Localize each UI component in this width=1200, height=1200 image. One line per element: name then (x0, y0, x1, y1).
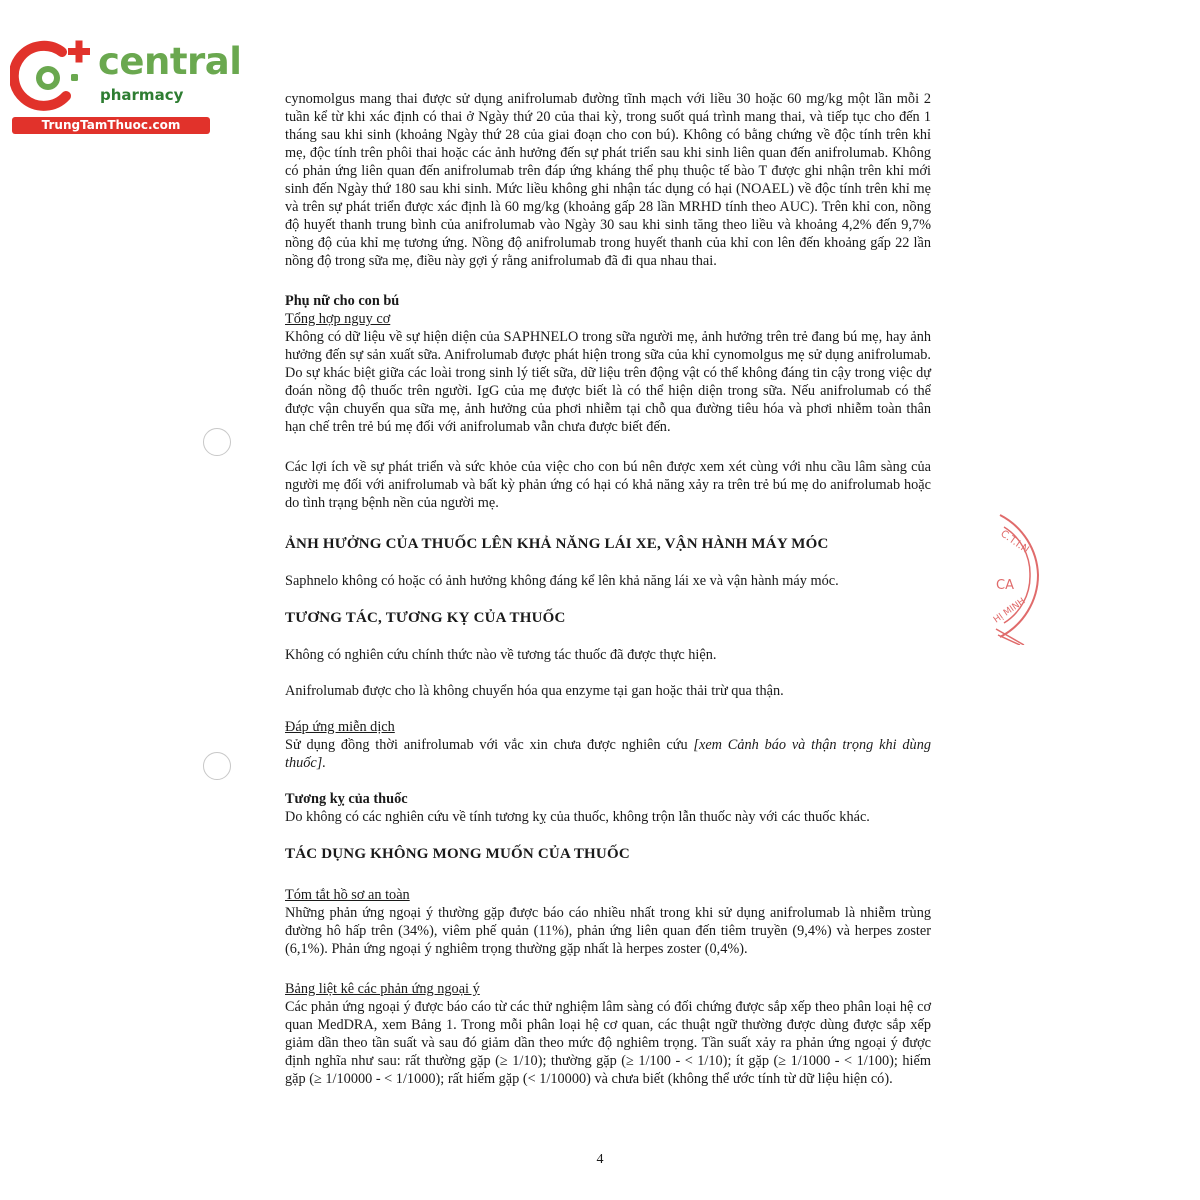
svg-text:C.T.I.N: C.T.I.N (998, 528, 1031, 556)
breastfeeding-paragraph-2: Các lợi ích về sự phát triển và sức khỏe của việc cho con bú nên được xem xét cùng với nhu cầu lâm sàng của người mẹ đối với anifrolumab và bất kỳ phản ứng có hại có khả năng xảy ra trên trẻ bú mẹ do anifrolumab hoặc do tình trạng bệnh nền của người mẹ. (285, 459, 931, 511)
safety-summary-paragraph: Những phản ứng ngoại ý thường gặp được báo cáo nhiều nhất trong khi sử dụng anifrolumab là nhiễm trùng đường hô hấp trên (34%), viêm phế quản (11%), phản ứng liên quan đến tiêm truyền (9,4%) và herpes zoster (6,1%). Phản ứng ngoại ý nghiêm trọng thường gặp nhất là herpes zoster (0,4%). (285, 905, 931, 957)
immune-response-subheading: Đáp ứng miễn dịch (285, 719, 395, 735)
driving-section-heading: ẢNH HƯỞNG CỦA THUỐC LÊN KHẢ NĂNG LÁI XE, VẬN HÀNH MÁY MÓC (285, 536, 829, 552)
central-pharmacy-logo[interactable] (10, 38, 242, 138)
adverse-effects-section-heading: TÁC DỤNG KHÔNG MONG MUỐN CỦA THUỐC (285, 846, 630, 862)
driving-paragraph: Saphnelo không có hoặc có ảnh hưởng không đáng kể lên khả năng lái xe và vận hành máy móc. (285, 573, 839, 589)
pregnancy-animal-data-paragraph: cynomolgus mang thai được sử dụng anifrolumab đường tĩnh mạch với liều 30 hoặc 60 mg/kg một lần mỗi 2 tuần kể từ khi xác định có thai ở Ngày thứ 20 của thai kỳ, trong suốt quá trình mang thai, và tiếp tục cho đến 1 tháng sau khi sinh (khoảng Ngày thứ 28 của giai đoạn cho con bú). Không có bằng chứng về độc tính trên khỉ mẹ, độc tính trên phôi thai hoặc các ảnh hưởng đến sự phát triển sau khi sinh liên quan đến anifrolumab. Không có phản ứng liên quan đến anifrolumab trên đáp ứng kháng thể phụ thuộc tế bào T được ghi nhận trên khỉ mới sinh đến Ngày thứ 180 sau khi sinh. Mức liều không ghi nhận tác dụng có hại (NOAEL) về độc tính trên khỉ mẹ và trên sự phát triển được xác định là 60 mg/kg (khoảng gấp 28 lần MRHD tính theo AUC). Trên khỉ con, nồng độ huyết thanh trung bình của anifrolumab vào Ngày 30 sau khi sinh tăng theo liều và khoảng 4,2% đến 9,7% nồng độ của khỉ mẹ tương ứng. Nồng độ anifrolumab trong huyết thanh của khỉ con lên đến khoảng gấp 22 lần nồng độ trong sữa mẹ, điều này gợi ý rằng anifrolumab đã đi qua nhau thai. (285, 91, 931, 269)
logo-banner: TrungTamThuoc.com (12, 117, 210, 134)
incompatibility-paragraph: Do không có các nghiên cứu về tính tương kỵ của thuốc, không trộn lẫn thuốc này với các thuốc khác. (285, 809, 870, 825)
central-logo-icon (10, 38, 94, 116)
interactions-paragraph-2: Anifrolumab được cho là không chuyển hóa qua enzyme tại gan hoặc thải trừ qua thận. (285, 683, 784, 699)
breastfeeding-paragraph-1: Không có dữ liệu về sự hiện diện của SAPHNELO trong sữa người mẹ, ảnh hưởng trên trẻ đang bú mẹ, hay ảnh hưởng đến sự sản xuất sữa. Anifrolumab được phát hiện trong sữa của khỉ cynomolgus mẹ sử dụng anifrolumab. Do sự khác biệt giữa các loài trong sinh lý tiết sữa, dữ liệu trên động vật có thể không đáng tin cậy trong việc dự đoán nồng độ thuốc trên người. IgG của mẹ được biết là có thể hiện diện trong sữa. Nếu anifrolumab có thể được vận chuyển qua sữa mẹ, ảnh hưởng của phơi nhiễm tại chỗ qua đường tiêu hóa và phơi nhiễm toàn thân hạn chế trên trẻ bú mẹ đối với anifrolumab vẫn chưa được biết đến. (285, 329, 931, 435)
interactions-section-heading: TƯƠNG TÁC, TƯƠNG KỴ CỦA THUỐC (285, 610, 566, 626)
immune-response-paragraph (285, 736, 931, 772)
svg-text:HỊ MINH: HỊ MINH (991, 596, 1028, 626)
punch-hole-top (203, 428, 231, 456)
logo-name: central (98, 40, 242, 83)
seal-stamp-fragment (990, 505, 1040, 645)
risk-summary-subheading: Tổng hợp nguy cơ (285, 311, 391, 327)
document-page (285, 90, 931, 1088)
svg-text:CA: CA (996, 578, 1014, 593)
punch-hole-bottom (203, 752, 231, 780)
adverse-list-paragraph: Các phản ứng ngoại ý được báo cáo từ các thử nghiệm lâm sàng có đối chứng được sắp xếp theo phân loại hệ cơ quan MedDRA, xem Bảng 1. Trong mỗi phân loại hệ cơ quan, các thuật ngữ thường được dùng được sắp xếp giảm dần theo tần suất và sau đó giảm dần theo mức độ nghiêm trọng. Tần suất xảy ra phản ứng ngoại ý được định nghĩa như sau: rất thường gặp (≥ 1/10); thường gặp (≥ 1/100 - < 1/10); ít gặp (≥ 1/1000 - < 1/100); hiếm gặp (≥ 1/10000 - < 1/1000); rất hiếm gặp (< 1/10000) và chưa biết (không thể ước tính từ dữ liệu hiện có). (285, 999, 931, 1087)
adverse-list-subheading: Bảng liệt kê các phản ứng ngoại ý (285, 981, 480, 997)
interactions-paragraph-1: Không có nghiên cứu chính thức nào về tương tác thuốc đã được thực hiện. (285, 647, 717, 663)
logo-subtitle: pharmacy (100, 86, 184, 104)
page-number: 4 (596, 1152, 604, 1167)
safety-summary-subheading: Tóm tắt hồ sơ an toàn (285, 887, 410, 903)
breastfeeding-heading: Phụ nữ cho con bú (285, 293, 400, 309)
warnings-cross-reference: [xem Cảnh báo và thận trọng khi dùng thuốc]. (285, 737, 931, 771)
incompatibility-heading: Tương kỵ của thuốc (285, 791, 408, 807)
immune-response-text: Sử dụng đồng thời anifrolumab với vắc xin chưa được nghiên cứu (285, 737, 694, 753)
